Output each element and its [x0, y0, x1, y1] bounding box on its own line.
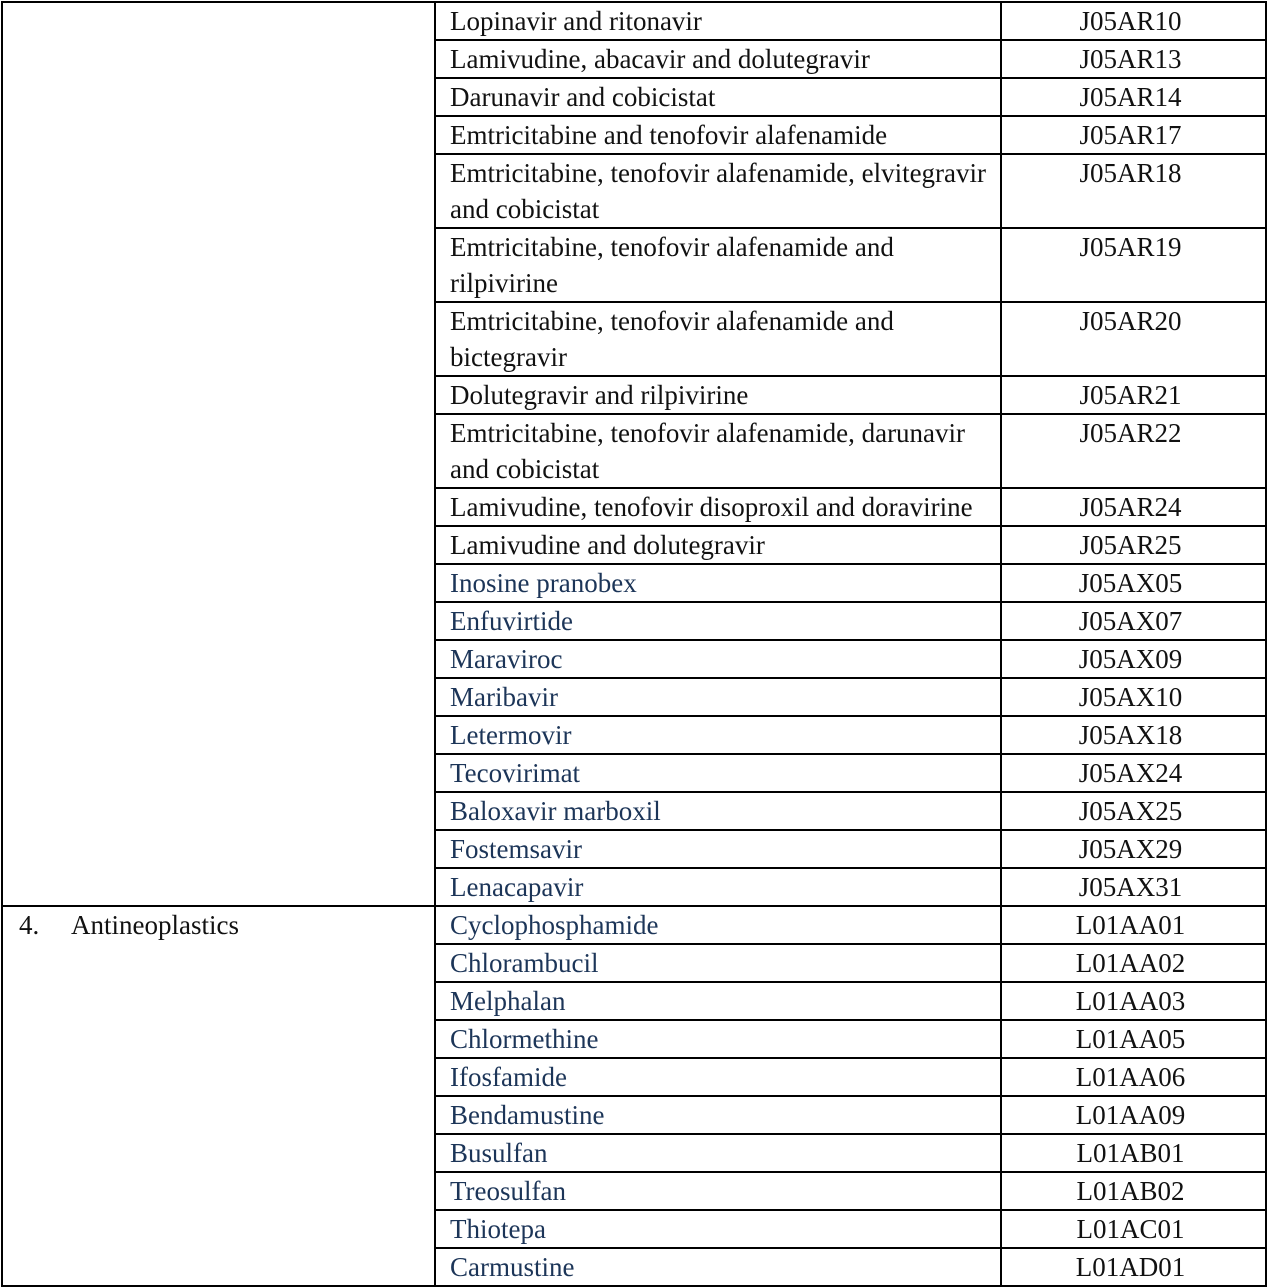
- atc-code-cell: J05AR14: [1001, 78, 1266, 116]
- drug-name-cell: Dolutegravir and rilpivirine: [435, 376, 1001, 414]
- atc-code-cell: L01AA06: [1001, 1058, 1266, 1096]
- drug-name-cell: Treosulfan: [435, 1172, 1001, 1210]
- drug-name-cell: Bendamustine: [435, 1096, 1001, 1134]
- atc-code-cell: J05AX09: [1001, 640, 1266, 678]
- atc-code-cell: J05AR21: [1001, 376, 1266, 414]
- atc-code-cell: J05AX31: [1001, 868, 1266, 906]
- drug-name-cell: Lamivudine and dolutegravir: [435, 526, 1001, 564]
- atc-code-cell: J05AR17: [1001, 116, 1266, 154]
- atc-code-cell: L01AA03: [1001, 982, 1266, 1020]
- table-row: [2, 2, 1266, 40]
- drug-name-cell: Thiotepa: [435, 1210, 1001, 1248]
- atc-code-cell: J05AR10: [1001, 2, 1266, 40]
- drug-name-cell: Ifosfamide: [435, 1058, 1001, 1096]
- atc-code-cell: J05AR24: [1001, 488, 1266, 526]
- atc-code-cell: J05AX24: [1001, 754, 1266, 792]
- drug-name-cell: Baloxavir marboxil: [435, 792, 1001, 830]
- atc-code-cell: L01AA05: [1001, 1020, 1266, 1058]
- drug-name-cell: Darunavir and cobicistat: [435, 78, 1001, 116]
- atc-code-cell: L01AA02: [1001, 944, 1266, 982]
- drug-name-cell: Emtricitabine, tenofovir alafenamide and rilpivirine: [435, 228, 1001, 302]
- drug-name-cell: Emtricitabine and tenofovir alafenamide: [435, 116, 1001, 154]
- drug-name-cell: Lamivudine, tenofovir disoproxil and doravirine: [435, 488, 1001, 526]
- table-body: [2, 2, 1266, 1286]
- atc-code-cell: L01AD01: [1001, 1248, 1266, 1286]
- category-cell: [2, 906, 435, 1286]
- drug-name-cell: Emtricitabine, tenofovir alafenamide, elvitegravir and cobicistat: [435, 154, 1001, 228]
- atc-code-cell: L01AA01: [1001, 906, 1266, 944]
- drug-name-cell: Cyclophosphamide: [435, 906, 1001, 944]
- category-cell-empty: [2, 2, 435, 906]
- atc-code-cell: J05AX05: [1001, 564, 1266, 602]
- drug-name-cell: Tecovirimat: [435, 754, 1001, 792]
- drug-name-cell: Lopinavir and ritonavir: [435, 2, 1001, 40]
- drug-name-cell: Lenacapavir: [435, 868, 1001, 906]
- table-row: [2, 906, 1266, 944]
- drug-name-cell: Emtricitabine, tenofovir alafenamide, darunavir and cobicistat: [435, 414, 1001, 488]
- atc-code-cell: J05AX29: [1001, 830, 1266, 868]
- atc-code-cell: L01AC01: [1001, 1210, 1266, 1248]
- drug-name-cell: Fostemsavir: [435, 830, 1001, 868]
- drug-name-cell: Lamivudine, abacavir and dolutegravir: [435, 40, 1001, 78]
- atc-code-cell: J05AR20: [1001, 302, 1266, 376]
- drug-name-cell: Enfuvirtide: [435, 602, 1001, 640]
- drug-name-cell: Maribavir: [435, 678, 1001, 716]
- drug-name-cell: Chlorambucil: [435, 944, 1001, 982]
- drug-name-cell: Maraviroc: [435, 640, 1001, 678]
- atc-code-cell: J05AR18: [1001, 154, 1266, 228]
- drug-name-cell: Carmustine: [435, 1248, 1001, 1286]
- drug-name-cell: Chlormethine: [435, 1020, 1001, 1058]
- atc-code-cell: L01AA09: [1001, 1096, 1266, 1134]
- drug-name-cell: Inosine pranobex: [435, 564, 1001, 602]
- drug-name-cell: Busulfan: [435, 1134, 1001, 1172]
- category-number: 4.: [19, 910, 40, 940]
- atc-code-cell: L01AB01: [1001, 1134, 1266, 1172]
- atc-code-cell: J05AR13: [1001, 40, 1266, 78]
- drug-name-cell: Emtricitabine, tenofovir alafenamide and bictegravir: [435, 302, 1001, 376]
- atc-code-cell: L01AB02: [1001, 1172, 1266, 1210]
- atc-code-cell: J05AR25: [1001, 526, 1266, 564]
- drug-name-cell: Letermovir: [435, 716, 1001, 754]
- atc-code-cell: J05AX07: [1001, 602, 1266, 640]
- atc-code-cell: J05AX25: [1001, 792, 1266, 830]
- atc-code-cell: J05AR19: [1001, 228, 1266, 302]
- atc-code-cell: J05AX18: [1001, 716, 1266, 754]
- drug-classification-table: [1, 1, 1267, 1287]
- category-label: Antineoplastics: [71, 910, 239, 940]
- drug-name-cell: Melphalan: [435, 982, 1001, 1020]
- atc-code-cell: J05AR22: [1001, 414, 1266, 488]
- atc-code-cell: J05AX10: [1001, 678, 1266, 716]
